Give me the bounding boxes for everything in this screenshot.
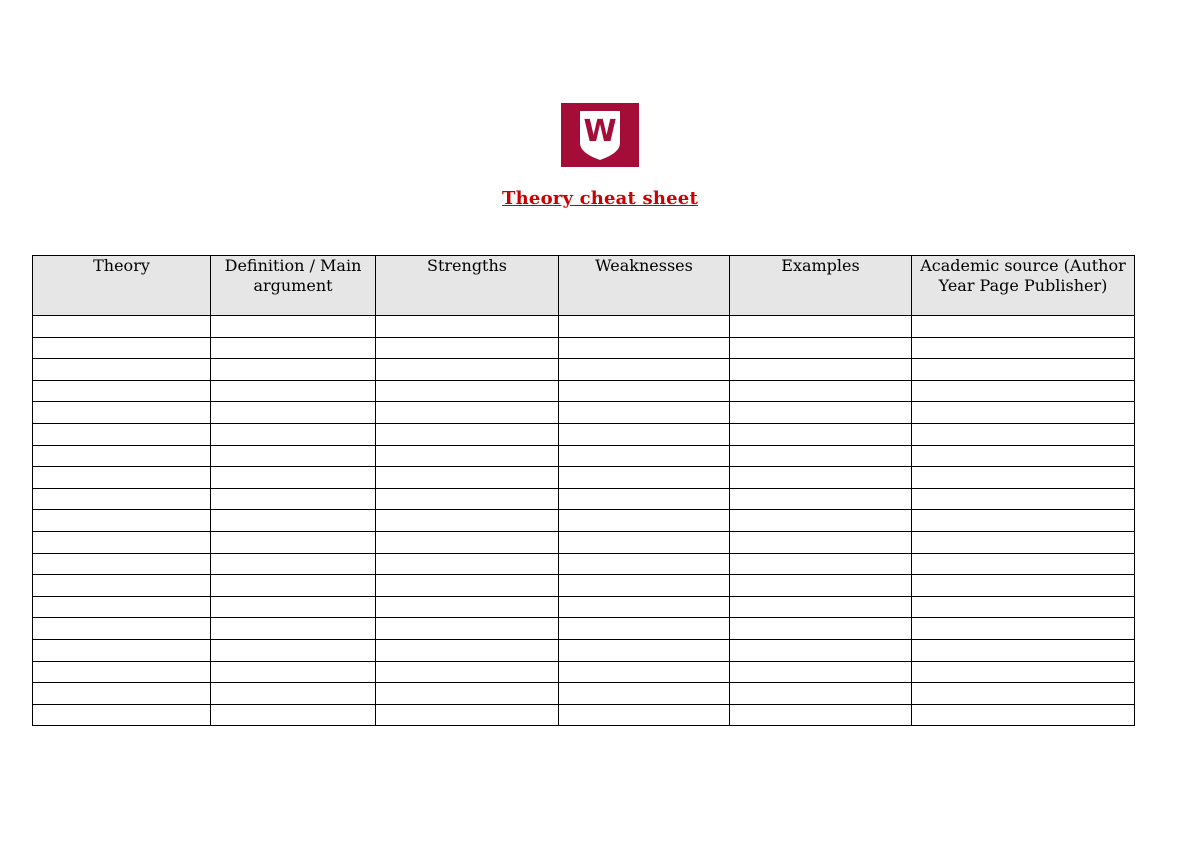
table-cell[interactable] [730, 337, 912, 359]
table-cell[interactable] [559, 467, 730, 489]
table-cell[interactable] [912, 639, 1135, 661]
table-cell[interactable] [33, 380, 211, 402]
table-cell[interactable] [376, 510, 559, 532]
table-cell[interactable] [730, 316, 912, 338]
table-cell[interactable] [376, 596, 559, 618]
table-cell[interactable] [211, 316, 376, 338]
table-cell[interactable] [33, 467, 211, 489]
table-row [33, 510, 1135, 532]
table-cell[interactable] [376, 467, 559, 489]
table-row [33, 575, 1135, 597]
table-cell[interactable] [33, 575, 211, 597]
table-cell[interactable] [211, 639, 376, 661]
table-cell[interactable] [376, 359, 559, 381]
table-cell[interactable] [912, 380, 1135, 402]
table-cell[interactable] [33, 488, 211, 510]
table-cell[interactable] [33, 618, 211, 640]
table-row [33, 639, 1135, 661]
table-row [33, 661, 1135, 683]
table-cell[interactable] [730, 510, 912, 532]
table-header-row [33, 256, 1135, 316]
header-examples: Examples [730, 256, 912, 316]
table-cell[interactable] [912, 661, 1135, 683]
table-cell[interactable] [211, 423, 376, 445]
table-cell[interactable] [912, 618, 1135, 640]
table-cell[interactable] [559, 575, 730, 597]
table-cell[interactable] [730, 445, 912, 467]
table-cell[interactable] [912, 531, 1135, 553]
table-row [33, 423, 1135, 445]
theory-table [32, 255, 1135, 726]
table-cell[interactable] [559, 402, 730, 424]
table-cell[interactable] [730, 402, 912, 424]
table-cell[interactable] [730, 531, 912, 553]
page-title: Theory cheat sheet [502, 188, 698, 209]
table-cell[interactable] [33, 423, 211, 445]
table-cell[interactable] [33, 445, 211, 467]
table-cell[interactable] [33, 337, 211, 359]
table-cell[interactable] [376, 575, 559, 597]
table-cell[interactable] [33, 661, 211, 683]
table-cell[interactable] [211, 596, 376, 618]
table-cell[interactable] [211, 402, 376, 424]
table-cell[interactable] [376, 488, 559, 510]
table-cell[interactable] [33, 359, 211, 381]
table-cell[interactable] [730, 618, 912, 640]
table-cell[interactable] [33, 639, 211, 661]
table-cell[interactable] [376, 618, 559, 640]
table-row [33, 380, 1135, 402]
table-cell[interactable] [730, 553, 912, 575]
table-cell[interactable] [559, 683, 730, 705]
table-cell[interactable] [376, 553, 559, 575]
table-cell[interactable] [559, 553, 730, 575]
table-cell[interactable] [211, 618, 376, 640]
table-cell[interactable] [912, 445, 1135, 467]
table-cell[interactable] [912, 402, 1135, 424]
table-cell[interactable] [211, 704, 376, 726]
table-cell[interactable] [376, 661, 559, 683]
header-academic-source: Academic source (Author Year Page Publisher) [912, 256, 1135, 316]
table-cell[interactable] [559, 596, 730, 618]
table-cell[interactable] [376, 402, 559, 424]
table-cell[interactable] [559, 337, 730, 359]
table-cell[interactable] [730, 596, 912, 618]
table-row [33, 316, 1135, 338]
table-cell[interactable] [211, 467, 376, 489]
header-definition: Definition / Main argument [211, 256, 376, 316]
logo-letter: W [583, 114, 617, 149]
table-cell[interactable] [559, 445, 730, 467]
table-cell[interactable] [33, 531, 211, 553]
table-cell[interactable] [559, 359, 730, 381]
table-cell[interactable] [33, 683, 211, 705]
table-cell[interactable] [559, 316, 730, 338]
table-row [33, 531, 1135, 553]
table-cell[interactable] [912, 337, 1135, 359]
table-cell[interactable] [559, 488, 730, 510]
table-cell[interactable] [559, 704, 730, 726]
table-cell[interactable] [33, 402, 211, 424]
table-cell[interactable] [211, 575, 376, 597]
header-weaknesses: Weaknesses [559, 256, 730, 316]
table-cell[interactable] [559, 510, 730, 532]
table-cell[interactable] [912, 704, 1135, 726]
table-cell[interactable] [730, 359, 912, 381]
table-cell[interactable] [33, 316, 211, 338]
table-cell[interactable] [376, 704, 559, 726]
table-cell[interactable] [730, 488, 912, 510]
table-row [33, 683, 1135, 705]
table-cell[interactable] [376, 445, 559, 467]
table-cell[interactable] [33, 704, 211, 726]
table-cell[interactable] [376, 639, 559, 661]
table-row [33, 488, 1135, 510]
table-cell[interactable] [376, 423, 559, 445]
university-logo [561, 103, 639, 167]
table-cell[interactable] [730, 661, 912, 683]
header-theory: Theory [33, 256, 211, 316]
table-cell[interactable] [730, 704, 912, 726]
table-row [33, 337, 1135, 359]
table-row [33, 467, 1135, 489]
table-cell[interactable] [211, 359, 376, 381]
table-cell[interactable] [559, 531, 730, 553]
table-cell[interactable] [211, 510, 376, 532]
table-cell[interactable] [211, 445, 376, 467]
table-row [33, 402, 1135, 424]
table-cell[interactable] [211, 337, 376, 359]
table-cell[interactable] [559, 661, 730, 683]
table-cell[interactable] [211, 531, 376, 553]
table-cell[interactable] [376, 380, 559, 402]
header-strengths: Strengths [376, 256, 559, 316]
table-cell[interactable] [211, 683, 376, 705]
table-cell[interactable] [33, 553, 211, 575]
table-row [33, 445, 1135, 467]
table-cell[interactable] [211, 488, 376, 510]
table-cell[interactable] [912, 316, 1135, 338]
table-cell[interactable] [912, 359, 1135, 381]
table-row [33, 596, 1135, 618]
table-cell[interactable] [559, 380, 730, 402]
table-cell[interactable] [730, 683, 912, 705]
shield-logo-icon [561, 103, 639, 167]
table-body [33, 316, 1135, 726]
table-cell[interactable] [211, 553, 376, 575]
table-cell[interactable] [912, 488, 1135, 510]
table-cell[interactable] [559, 618, 730, 640]
table-cell[interactable] [730, 467, 912, 489]
table-cell[interactable] [211, 380, 376, 402]
table-cell[interactable] [376, 337, 559, 359]
table-cell[interactable] [912, 575, 1135, 597]
table-cell[interactable] [912, 423, 1135, 445]
table-row [33, 553, 1135, 575]
table-cell[interactable] [912, 596, 1135, 618]
table-row [33, 704, 1135, 726]
table-row [33, 359, 1135, 381]
table-cell[interactable] [376, 683, 559, 705]
table-cell[interactable] [730, 639, 912, 661]
table-cell[interactable] [912, 683, 1135, 705]
table-cell[interactable] [33, 510, 211, 532]
table-cell[interactable] [33, 596, 211, 618]
table-cell[interactable] [376, 531, 559, 553]
table-cell[interactable] [912, 467, 1135, 489]
table-cell[interactable] [211, 661, 376, 683]
table-cell[interactable] [730, 575, 912, 597]
table-cell[interactable] [912, 553, 1135, 575]
table-cell[interactable] [730, 380, 912, 402]
table-row [33, 618, 1135, 640]
table-cell[interactable] [912, 510, 1135, 532]
table-cell[interactable] [559, 423, 730, 445]
table-cell[interactable] [559, 639, 730, 661]
table-cell[interactable] [376, 316, 559, 338]
table-cell[interactable] [730, 423, 912, 445]
